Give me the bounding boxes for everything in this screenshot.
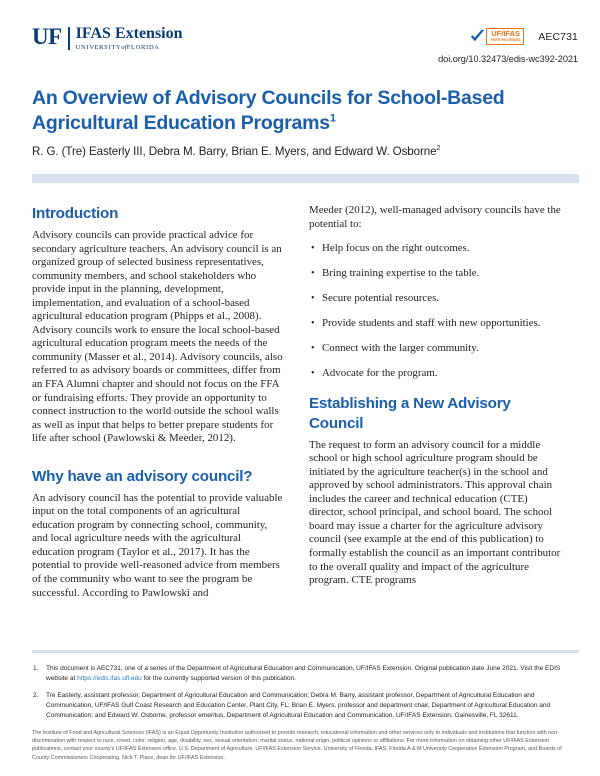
doi-text: doi.org/10.32473/edis-wc392-2021 <box>438 54 578 64</box>
benefits-bullet-list <box>309 242 562 381</box>
authors-names: R. G. (Tre) Easterly III, Debra M. Barry, Brian E. Myers, and Edward W. Osborne <box>32 145 437 158</box>
title-divider-bar <box>32 174 579 183</box>
logo-florida-text: FLORIDA <box>126 44 160 51</box>
peer-badge-subtitle: PEER REVIEWED <box>490 38 521 42</box>
checkmark-icon <box>470 29 485 44</box>
title-footnote-marker: 1 <box>329 112 336 125</box>
establishing-council-paragraph: The request to form an advisory council for a middle school or high school agriculture program should be initiated by the agriculture teacher(s) in the school and approved by school administrators. This approval chain includes the career and technical education (CTE) director, school principal, and school board. The school board may issue a charter for the agriculture advisory council (see example at the end of this publication) to formally establish the council as an important contributor to the overall quality and impact of the agriculture program. CTE programs <box>309 438 561 587</box>
logo-secondary-text <box>76 43 183 52</box>
footnote-item <box>32 664 579 684</box>
footnote-number: 1. <box>33 664 39 672</box>
edis-website-link[interactable]: https://edis.ifas.ufl.edu <box>77 674 142 682</box>
article-body <box>0 183 600 600</box>
list-item: • Help focus on the right outcomes. <box>309 242 562 256</box>
uf-monogram-icon: UF <box>32 24 62 49</box>
introduction-paragraph: Advisory councils can provide practical advice for secondary agriculture teachers. An advisory council is an organized group of selected business representatives, community members, and school stakeholders who provide input in the planning, development, implementation, and evaluation of a school-based agricultural education program (Phipps et al., 2008). Advisory councils work to ensure the local school-based agricultural education program meets the needs of the community (Masser et al., 2014). Advisory councils, also referred to as advisory boards or committees, differ from an FFA Alumni chapter and should not focus on the FFA or fundraising efforts. They provide an opportunity to connect instruction to the world outside the school walls as well as input that helps to better prepare students for life after school (Pawlowski & Meeder, 2012). <box>32 229 283 445</box>
lead-paragraph-continued: Meeder (2012), well-managed advisory councils have the potential to: <box>309 204 561 230</box>
document-number: AEC731 <box>538 30 578 43</box>
header-meta-top-row <box>438 28 578 45</box>
right-column <box>309 204 562 600</box>
title-block <box>0 64 600 158</box>
why-advisory-council-paragraph: An advisory council has the potential to provide valuable input on the total components of an agricultural education program by connecting school, community, and local agriculture needs with the agricultural education program (Taylor et al., 2017). It has the potential to provide well-reasoned advice from members of the community who want to see the program be successful. According to Pawlowski and <box>32 491 283 599</box>
page-header <box>0 0 600 64</box>
list-item: • Connect with the larger community. <box>309 342 562 356</box>
list-item: • Provide students and staff with new opportunities. <box>309 317 562 331</box>
logo-wordmark <box>76 26 183 52</box>
authors-line <box>32 145 568 158</box>
header-meta <box>438 26 578 64</box>
page-title-text: An Overview of Advisory Councils for School-Based Agricultural Education Programs <box>32 87 505 134</box>
list-item: • Bring training expertise to the table. <box>309 267 562 281</box>
uf-ifas-extension-logo <box>32 26 183 52</box>
authors-footnote-marker: 2 <box>436 145 441 153</box>
peer-badge-box <box>486 28 524 45</box>
logo-university-text: UNIVERSITY <box>75 44 122 51</box>
peer-badge-title: UF/IFAS <box>491 29 521 38</box>
list-item: • Advocate for the program. <box>309 367 562 381</box>
list-item: • Secure potential resources. <box>309 292 562 306</box>
footnote-text: Tre Easterly, assistant professor, Department of Agricultural Education and Communication; Debra M. Barry, assistant professor, Department of Agricultural Education and Communication, UF/IFAS Gulf Coast Research and Education Center, Plant City, FL; Brian E. Myers, professor and department chair, Department of Agricultural Education and Communication; and Edward W. Osborne, professor emeritus, Department of Agricultural Education and Communication, UF/IFAS Extension, Gainesville, FL 32611. <box>46 692 551 720</box>
page-footer <box>0 650 600 776</box>
logo-divider <box>68 27 70 50</box>
footer-divider-bar <box>32 650 579 653</box>
footnote-item <box>32 691 579 720</box>
footnote-text-after-link: for the currently supported version of this publication. <box>141 674 296 682</box>
equal-opportunity-disclaimer: The Institute of Food and Agricultural Sciences (IFAS) is an Equal Opportunity Institution authorized to provide research, educational information and other services only to individuals and institutions that function with non-discrimination with respect to race, creed, color, religion, age, disability, sex, sexual orientation, marital status, national origin, political opinions or affiliations. For more information on obtaining other UF/IFAS Extension publications, contact your county's UF/IFAS Extension office. U.S. Department of Agriculture, UF/IFAS Extension Service, University of Florida, IFAS, Florida A & M University Cooperative Extension Program, and Boards of County Commissioners Cooperating. Nick T. Place, dean for UF/IFAS Extension. <box>32 729 562 761</box>
peer-reviewed-badge <box>470 28 524 45</box>
footnotes-list <box>32 664 579 721</box>
section-heading-why-advisory-council: Why have an advisory council? <box>32 467 253 485</box>
logo-of-text: of <box>121 44 127 51</box>
section-heading-establishing-council: Establishing a New Advisory Council <box>309 394 511 432</box>
left-column <box>32 204 285 600</box>
logo-primary-text: IFAS Extension <box>75 25 183 42</box>
page-title <box>32 86 568 136</box>
footnote-number: 2. <box>33 692 39 700</box>
section-heading-introduction: Introduction <box>32 205 119 222</box>
footnote-text-before-link: This document is AEC731, one of a series of the Department of Agricultural Education and Communication, UF/IFAS Extension. Original publication date June 2021. Visit the EDIS website at <box>46 664 561 682</box>
